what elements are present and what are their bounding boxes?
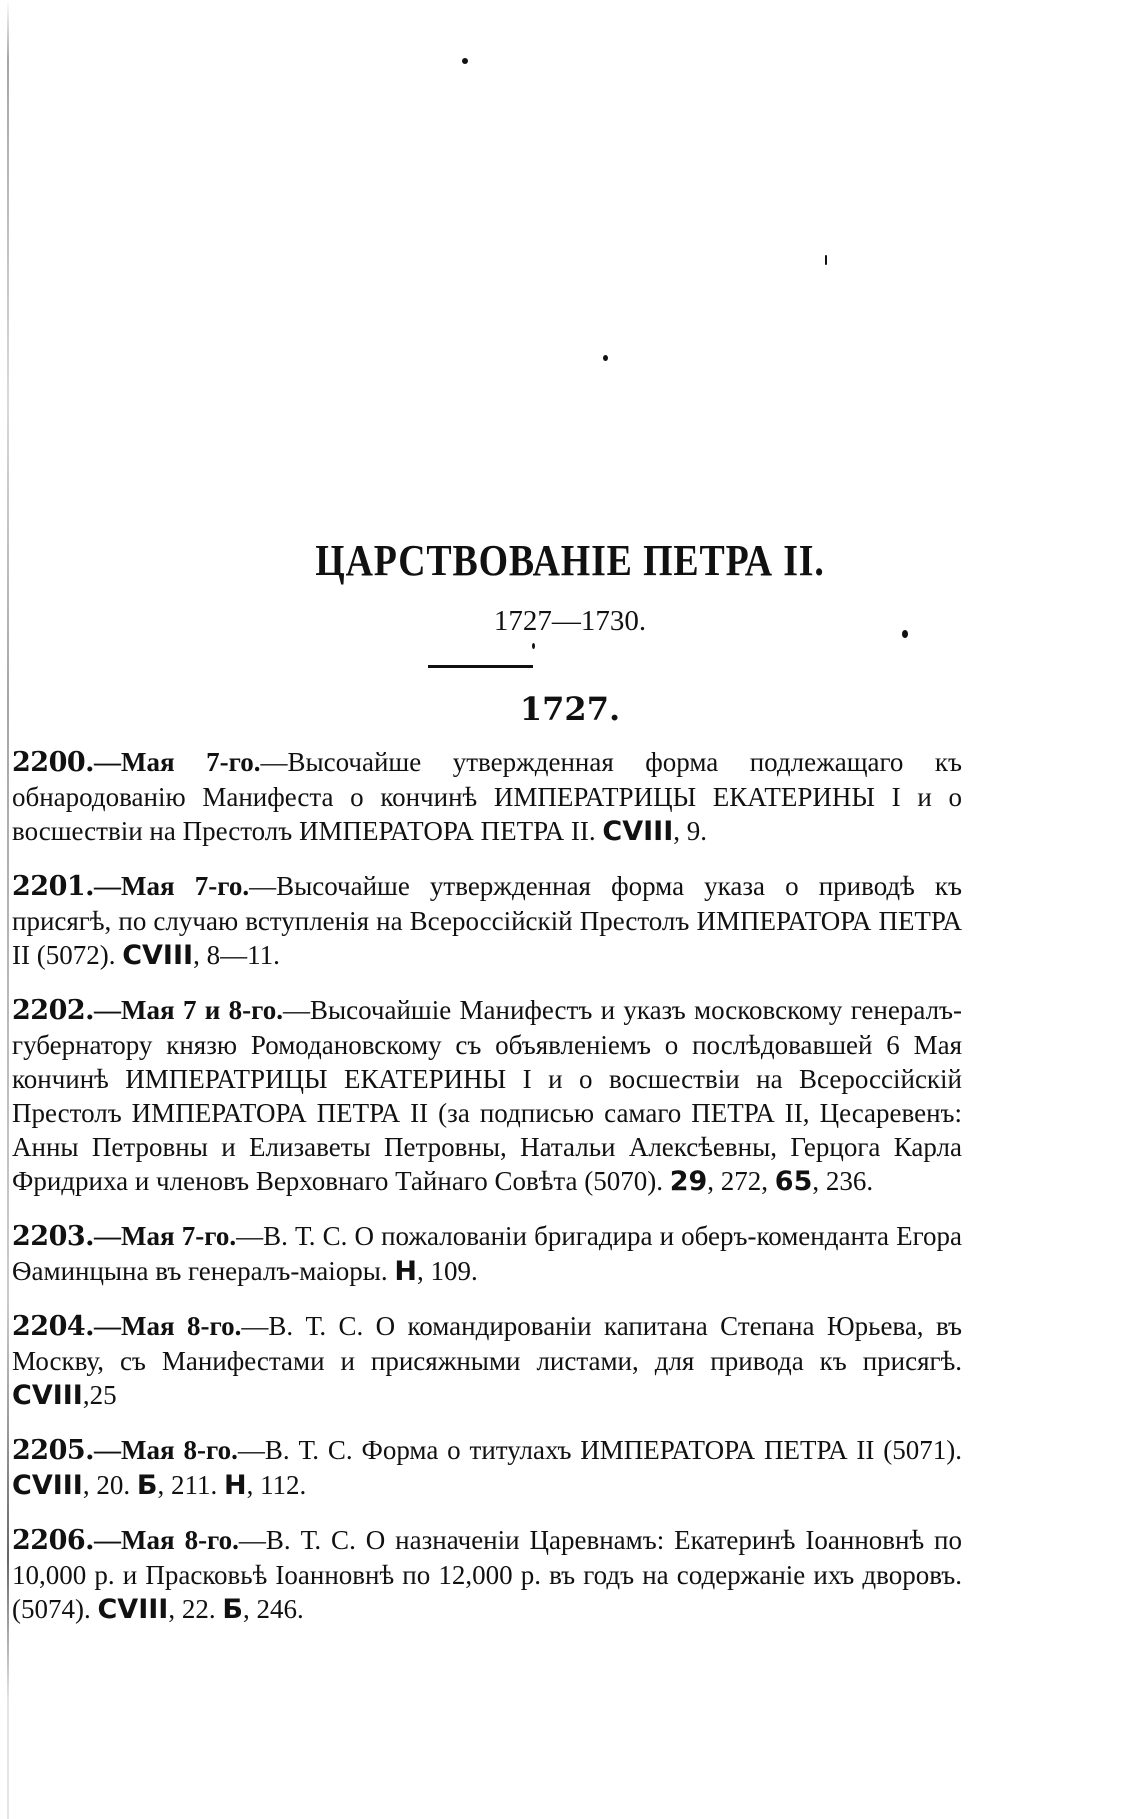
entry-number: 2201.	[12, 871, 95, 902]
reign-years: 1727—1730.	[493, 605, 647, 637]
entry-date: —Мая 8-го.	[94, 1311, 242, 1341]
entry-number: 2203.	[12, 1221, 95, 1252]
entry-reference: CVIII	[12, 1470, 83, 1501]
entry-text: —В. Т. С. О командированіи капитана Степана Юрьева, въ Москву, съ Манифестами и присяжными листами, для привода къ присягѣ.	[12, 1311, 962, 1376]
entry-reference-2: Б	[222, 1594, 243, 1625]
scan-speck	[825, 255, 827, 265]
entry-reference-2: 65	[774, 1166, 813, 1197]
entry-reference-tail-2: , 211.	[157, 1470, 224, 1500]
entry-2205	[12, 1433, 962, 1503]
scan-speck	[462, 58, 468, 64]
entry-date: —Мая 7-го.	[94, 871, 250, 901]
entry-text: —Высочайшіе Манифестъ и указъ московскому генералъ-губернатору князю Ромодановскому съ объявленіемъ о послѣдовавшей 6 Мая кончинѣ ИМПЕРАТРИЦЫ ЕКАТЕРИНЫ I и о восшествіи на Всероссійскій Престолъ ИМПЕРАТОРА ПЕТРА II (за подписью самаго ПЕТРА II, Цесаревенъ: Анны Петровны и Елизаветы Петровны, Натальи Алексѣевны, Герцога Карла Фридриха и членовъ Верховнаго Тайнаго Совѣта (5070).	[12, 995, 963, 1196]
entry-reference-tail-2: , 236.	[812, 1166, 874, 1196]
entry-number: 2205.	[12, 1435, 95, 1466]
entry-reference-tail-3: , 112.	[246, 1470, 307, 1500]
entry-reference-tail: ,25	[82, 1380, 117, 1410]
scan-speck	[532, 643, 535, 649]
entry-2206	[12, 1523, 962, 1627]
entry-2201	[12, 869, 962, 973]
entry-text: —Высочайше утвержденная форма подлежащаго къ обнародованію Манифеста о кончинѣ ИМПЕРАТРИЦЫ ЕКАТЕРИНЫ I и о восшествіи на Престолъ ИМПЕРАТОРА ПЕТРА II.	[12, 747, 963, 846]
entry-reference-tail: , 272,	[707, 1166, 775, 1196]
entry-number: 2202.	[12, 995, 95, 1026]
page-edge-line	[7, 0, 9, 1819]
entry-reference-tail-2: , 246.	[242, 1594, 304, 1624]
entry-2200	[12, 745, 962, 849]
entry-date: —Мая 7-го.	[94, 747, 261, 777]
entry-text: —В. Т. С. Форма о титулахъ ИМПЕРАТОРА ПЕТРА II (5071).	[237, 1435, 963, 1465]
entry-2204	[12, 1309, 962, 1413]
title-divider	[428, 665, 533, 668]
entry-date: —Мая 7 и 8-го.	[94, 995, 283, 1025]
entry-date: —Мая 8-го.	[94, 1525, 239, 1555]
entry-reference-tail: , 9.	[673, 816, 708, 846]
entry-text: —В. Т. С. О пожалованіи бригадира и оберъ-коменданта Егора Ѳаминцына въ генералъ-маіоры.	[12, 1221, 962, 1286]
entries-list	[12, 745, 962, 1647]
entry-reference-tail: , 22.	[168, 1594, 223, 1624]
entry-reference-2: Б	[136, 1470, 158, 1501]
entry-number: 2204.	[12, 1311, 95, 1342]
entry-text: —Высочайше утвержденная форма указа о приводѣ къ присягѣ, по случаю вступленія на Всероссійскій Престолъ ИМПЕРАТОРА ПЕТРА II (5072).	[12, 871, 963, 970]
year-heading: 1727.	[519, 690, 621, 728]
entry-reference-3: Н	[223, 1470, 247, 1501]
entry-reference: CVIII	[122, 940, 194, 971]
page-title: ЦАРСТВОВАНІЕ ПЕТРА II.	[315, 536, 825, 585]
entry-reference-tail: , 8—11.	[193, 940, 280, 970]
entry-reference: Н	[394, 1256, 417, 1287]
entry-date: —Мая 8-го.	[94, 1435, 238, 1465]
entry-reference-tail: , 20.	[82, 1470, 137, 1500]
entry-date: —Мая 7-го.	[94, 1221, 237, 1251]
scan-speck	[603, 355, 608, 361]
entry-text: —В. Т. С. О назначеніи Царевнамъ: Екатеринѣ Іоанновнѣ по 10,000 р. и Прасковьѣ Іоанновнѣ по 12,000 р. въ годъ на содержаніе ихъ дворовъ. (5074).	[12, 1525, 962, 1624]
entry-number: 2206.	[12, 1525, 95, 1556]
entry-reference: CVIII	[97, 1594, 169, 1625]
entry-reference: CVIII	[12, 1380, 83, 1411]
entry-2203	[12, 1219, 962, 1289]
entry-reference: 29	[669, 1166, 708, 1197]
entry-reference: CVIII	[602, 816, 674, 847]
entry-reference-tail: , 109.	[416, 1256, 478, 1286]
entry-2202	[12, 993, 962, 1199]
entry-number: 2200.	[12, 747, 95, 778]
